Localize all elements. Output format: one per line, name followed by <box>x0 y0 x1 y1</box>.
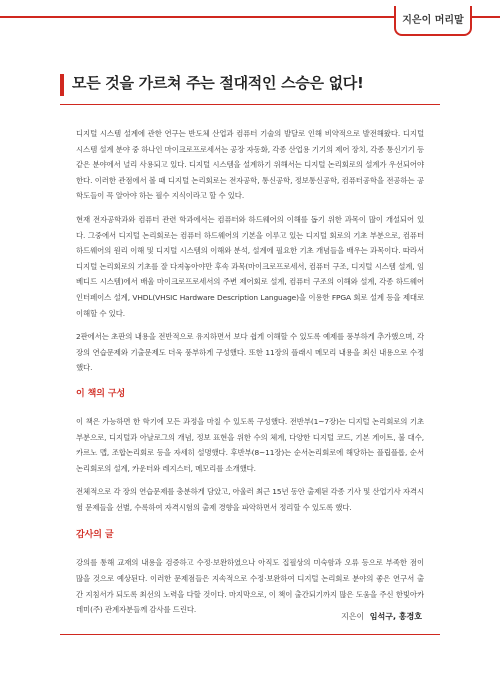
header-tab-label: 지은이 머리말 <box>402 15 464 26</box>
author-signature <box>341 611 422 622</box>
header-tab <box>394 6 472 36</box>
author-names: 임석구, 홍경호 <box>369 612 422 621</box>
section-heading-structure: 이 책의 구성 <box>76 388 126 399</box>
structure-paragraph: 이 책은 가능하면 한 학기에 모든 과정을 마칠 수 있도록 구성했다. 전반부(1~7장)는 디지털 논리회로의 기초 부분으로, 디지털과 아날로그의 개념, 정보 표현을 위한 수의 체계, 다양한 디지털 코드, 기본 게이트, 불 대수, 카르노 맵, 조합논리회로 등을 자세히 설명했다. 후반부(8~11장)는 순서논리회로에 해당하는 플립플롭, 순서논리회로의 설계, 카운터와 레지스터, 메모리를 소개했다. <box>76 416 424 473</box>
page-title: 모든 것을 가르쳐 주는 절대적인 스승은 없다! <box>72 74 364 92</box>
section-heading-thanks: 감사의 글 <box>76 530 114 541</box>
intro-paragraph: 2판에서는 초판의 내용을 전반적으로 유지하면서 보다 쉽게 이해할 수 있도록 예제를 풍부하게 추가했으며, 각 장의 연습문제와 기출문제도 더욱 풍부하게 구성했다. 또한 11장의 플래시 메모리 내용을 최신 내용으로 수정했다. <box>76 332 424 373</box>
title-block <box>60 70 440 108</box>
signature-prefix: 지은이 <box>341 612 365 621</box>
title-rule <box>60 104 440 105</box>
title-accent-bar <box>60 74 64 96</box>
thanks-paragraph: 강의를 통해 교재의 내용을 검증하고 수정·보완하였으나 아직도 집필상의 미숙함과 오류 등으로 부족한 점이 많을 것으로 예상된다. 이러한 문제점들은 지속적으로 수정·보완하여 디지털 논리회로 분야의 좋은 연구서 출간 지침서가 되도록 최선의 노력을 다할 것이다. 마지막으로, 이 책이 출간되기까지 많은 도움을 주신 한빛아카데미(주) 관계자분들께 감사를 드린다. <box>76 558 424 615</box>
bottom-rule <box>60 634 440 635</box>
structure-paragraph: 전체적으로 각 장의 연습문제를 충분하게 담았고, 아울러 최근 15년 동안 출제된 각종 기사 및 산업기사 자격시험 문제들을 선별, 수록하여 자격시험의 출제 경향을 파악하면서 정리할 수 있도록 했다. <box>76 487 424 512</box>
preface-body <box>76 126 424 626</box>
intro-paragraph: 디지털 시스템 설계에 관한 연구는 반도체 산업과 컴퓨터 기술의 발달로 인해 비약적으로 발전해왔다. 디지털 시스템 설계 분야 중 하나인 마이크로프로세서는 공장 자동화, 각종 산업용 기기의 제어 장치, 각종 통신기기 등 같은 분야에서 널리 사용되고 있다. 디지털 시스템을 설계하기 위해서는 디지털 논리회로의 설계가 우선되어야 한다. 이러한 관점에서 볼 때 디지털 논리회로는 전자공학, 통신공학, 정보통신공학, 컴퓨터공학을 전공하는 공학도들이 꼭 알아야 하는 필수 지식이라고 할 수 있다. <box>76 129 424 201</box>
intro-paragraph: 현재 전자공학과와 컴퓨터 관련 학과에서는 컴퓨터와 하드웨어의 이해를 돕기 위한 과목이 많이 개설되어 있다. 그중에서 디지털 논리회로는 컴퓨터 하드웨어의 기본을 이루고 있는 디지털 회로의 기초 부분으로, 컴퓨터 하드웨어의 원리 이해 및 디지털 시스템의 이해와 분석, 설계에 필요한 기초 개념들을 배우는 과목이다. 따라서 디지털 논리회로의 기초를 잘 다져놓아야만 후속 과목(마이크로프로세서, 컴퓨터 구조, 디지털 시스템 설계, 임베디드 시스템)에서 배울 마이크로프로세서의 주변 제어회로 설계, 컴퓨터 구조의 이해와 설계, 각종 하드웨어 인터페이스 설계, VHDL(VHSIC Hardware Description Language)을 이용한 FPGA 회로 설계 등을 제대로 이해할 수 있다. <box>76 214 424 318</box>
